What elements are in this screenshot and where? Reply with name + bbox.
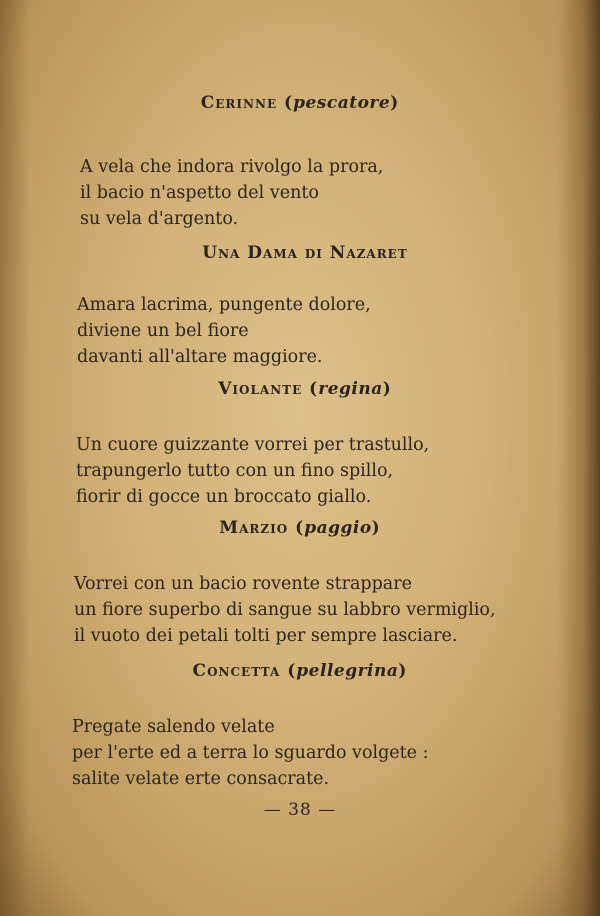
verse-line: salite velate erte consacrate.: [72, 769, 330, 789]
verse-line: Amara lacrima, pungente dolore,: [77, 295, 371, 315]
speaker-heading: Cerinne (pescatore): [200, 93, 400, 113]
speaker-heading: Concetta (pellegrina): [192, 661, 408, 681]
verse-line: un fiore superbo di sangue su labbro vermiglio,: [74, 600, 496, 620]
stanza-marzio: [0, 515, 600, 649]
speaker-role: pellegrina: [296, 661, 399, 681]
verse-line: Un cuore guizzante vorrei per trastullo,: [76, 435, 430, 455]
speaker-name: Marzio: [219, 518, 289, 538]
page-number: — 38 —: [263, 800, 337, 820]
verse-line: il vuoto dei petali tolti per sempre lasciare.: [74, 626, 458, 646]
speaker-role: paggio: [304, 518, 372, 538]
speaker-name: Cerinne: [200, 93, 278, 113]
speaker-heading: Marzio (paggio): [219, 518, 381, 538]
verse-line: fiorir di gocce un broccato giallo.: [76, 487, 372, 507]
stanza-violante: [0, 376, 600, 510]
speaker-role: pescatore: [293, 93, 391, 113]
verse-line: Vorrei con un bacio rovente strappare: [74, 574, 412, 594]
verse-line: Pregate salendo velate: [72, 717, 275, 737]
speaker-heading: Violante (regina): [218, 379, 392, 399]
speaker-name: Concetta: [192, 661, 281, 681]
verse-line: su vela d'argento.: [80, 209, 239, 229]
verse-line: il bacio n'aspetto del vento: [80, 183, 319, 203]
stanza-concetta: [0, 658, 600, 792]
speaker-role: regina: [318, 379, 383, 399]
verse-line: davanti all'altare maggiore.: [77, 347, 323, 367]
verse-line: diviene un bel fiore: [77, 321, 249, 341]
verse-lines: [80, 154, 600, 232]
verse-lines: [76, 432, 600, 510]
verse-lines: [74, 571, 600, 649]
speaker-heading: [0, 240, 600, 266]
speaker-name: Violante: [218, 379, 303, 399]
verse-line: A vela che indora rivolgo la prora,: [80, 157, 384, 177]
verse-line: per l'erte ed a terra lo sguardo volgete :: [72, 743, 429, 763]
verse-line: trapungerlo tutto con un fino spillo,: [76, 461, 394, 481]
stanza-cerinne: [0, 90, 600, 232]
stanza-una-dama: [0, 240, 600, 370]
verse-lines: [77, 292, 600, 370]
verse-lines: [72, 714, 600, 792]
speaker-name: Una Dama di Nazaret: [202, 243, 408, 263]
